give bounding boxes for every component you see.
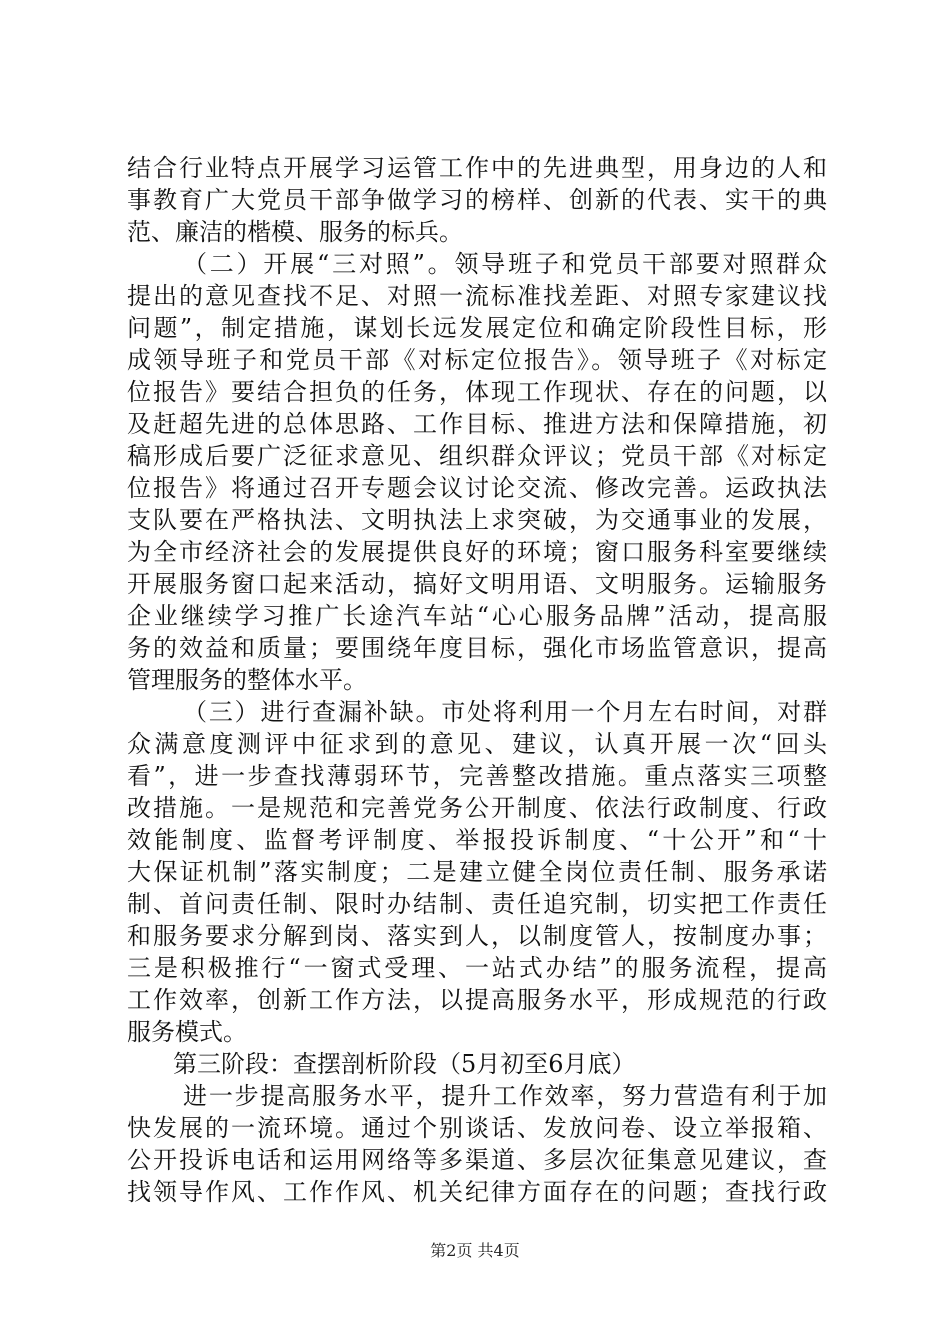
body-line: （二）开展“三对照”。领导班子和党员干部要对照群众 [183, 250, 827, 278]
body-line: 及赶超先进的总体思路、工作目标、推进方法和保障措施，初 [127, 410, 827, 438]
body-line: 务的效益和质量；要围绕年度目标，强化市场监管意识，提高 [127, 634, 827, 662]
body-line: 和服务要求分解到岗、落实到人，以制度管人，按制度办事； [127, 922, 827, 950]
body-line: 范、廉洁的楷模、服务的标兵。 [127, 218, 463, 246]
body-line: 管理服务的整体水平。 [127, 666, 367, 694]
page-number-footer: 第2页 共4页 [430, 1241, 520, 1260]
body-line: 大保证机制”落实制度；二是建立健全岗位责任制、服务承诺 [127, 858, 827, 886]
body-line: 三是积极推行“一窗式受理、一站式办结”的服务流程，提高 [127, 954, 827, 982]
body-line: 效能制度、监督考评制度、举报投诉制度、“十公开”和“十 [127, 826, 827, 854]
body-line: 众满意度测评中征求到的意见、建议，认真开展一次“回头 [127, 730, 827, 758]
body-line: 提出的意见查找不足、对照一流标准找差距、对照专家建议找 [127, 282, 827, 310]
body-line: 位报告》将通过召开专题会议讨论交流、修改完善。运政执法 [127, 474, 827, 502]
body-line: 看”，进一步查找薄弱环节，完善整改措施。重点落实三项整 [127, 762, 827, 790]
body-line: 找领导作风、工作作风、机关纪律方面存在的问题；查找行政 [127, 1178, 827, 1206]
body-line: 制、首问责任制、限时办结制、责任追究制，切实把工作责任 [127, 890, 827, 918]
body-line: 成领导班子和党员干部《对标定位报告》。领导班子《对标定 [127, 346, 827, 374]
body-line: 工作效率，创新工作方法，以提高服务水平，形成规范的行政 [127, 986, 827, 1014]
body-line: 快发展的一流环境。通过个别谈话、发放问卷、设立举报箱、 [127, 1114, 827, 1142]
body-line: 为全市经济社会的发展提供良好的环境；窗口服务科室要继续 [127, 538, 827, 566]
body-line: 问题”，制定措施，谋划长远发展定位和确定阶段性目标，形 [127, 314, 827, 342]
body-line: 进一步提高服务水平，提升工作效率，努力营造有利于加 [183, 1082, 827, 1110]
body-line: 支队要在严格执法、文明执法上求突破，为交通事业的发展， [127, 506, 827, 534]
body-line: 开展服务窗口起来活动，搞好文明用语、文明服务。运输服务 [127, 570, 827, 598]
body-line: 公开投诉电话和运用网络等多渠道、多层次征集意见建议，查 [127, 1146, 827, 1174]
body-line: 位报告》要结合担负的任务，体现工作现状、存在的问题，以 [127, 378, 827, 406]
body-line: 结合行业特点开展学习运管工作中的先进典型，用身边的人和 [127, 154, 827, 182]
body-line: 企业继续学习推广长途汽车站“心心服务品牌”活动，提高服 [127, 602, 827, 630]
body-line: 服务模式。 [127, 1018, 247, 1046]
body-line: 事教育广大党员干部争做学习的榜样、创新的代表、实干的典 [127, 186, 827, 214]
body-line: （三）进行查漏补缺。市处将利用一个月左右时间，对群 [183, 698, 827, 726]
document-body [127, 152, 827, 1208]
body-line: 稿形成后要广泛征求意见、组织群众评议；党员干部《对标定 [127, 442, 827, 470]
section-heading: 第三阶段：查摆剖析阶段（5月初至6月底） [173, 1050, 636, 1078]
body-line: 改措施。一是规范和完善党务公开制度、依法行政制度、行政 [127, 794, 827, 822]
